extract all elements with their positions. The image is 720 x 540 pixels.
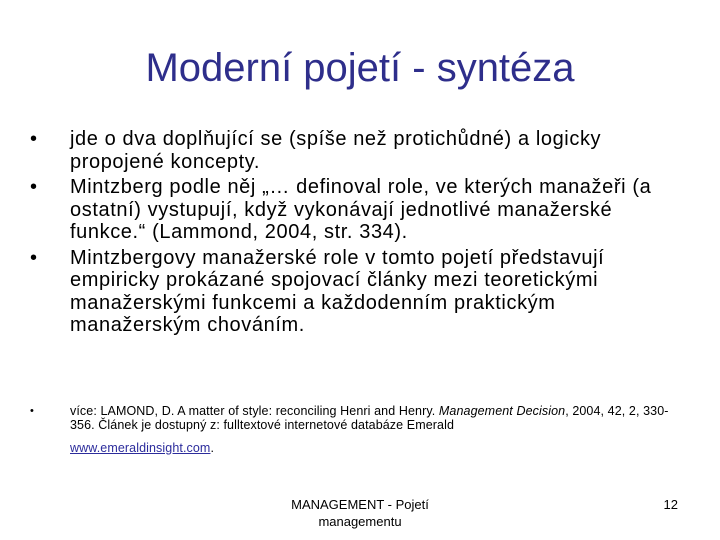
bullet-list <box>30 128 690 337</box>
bullet-marker: • <box>30 246 38 269</box>
slide-title: Moderní pojetí - syntéza <box>145 46 575 90</box>
bullet-text: Mintzbergovy manažerské role v tomto pojetí představují empiricky prokázané spojovací články mezi teoretickými manažerskými funkcemi a každodenním praktickým manažerským chováním. <box>70 246 605 336</box>
reference-suffix: , 2004, 42, 2, 330-356. Článek je dostupný z: fulltextové internetové databáze Emerald <box>70 404 669 432</box>
reference-link-line <box>70 441 690 455</box>
bullet-item <box>30 247 690 337</box>
bullet-text: Mintzberg podle něj „… definoval role, ve kterých manažeři (a ostatní) vystupují, když vykonávají jednotlivé manažerské funkce.“ (Lammond, 2004, str. 334). <box>70 176 652 243</box>
reference-link-end: . <box>210 441 215 455</box>
bullet-marker: • <box>30 405 34 417</box>
bullet-marker: • <box>30 128 38 150</box>
reference-journal: Management Decision <box>438 404 566 418</box>
slide-footer: MANAGEMENT - Pojetí managementu <box>291 497 429 529</box>
page-number: 12 <box>663 497 678 512</box>
emerald-link[interactable]: www.emeraldinsight.com <box>70 441 211 455</box>
bullet-item <box>30 128 690 173</box>
reference-prefix: více: LAMOND, D. A matter of style: reconciling Henri and Henry. <box>70 404 439 418</box>
bullet-text: jde o dva doplňující se (spíše než protichůdné) a logicky propojené koncepty. <box>70 128 602 173</box>
bullet-marker: • <box>30 176 38 198</box>
bullet-item <box>30 176 690 244</box>
reference-note <box>30 404 690 455</box>
